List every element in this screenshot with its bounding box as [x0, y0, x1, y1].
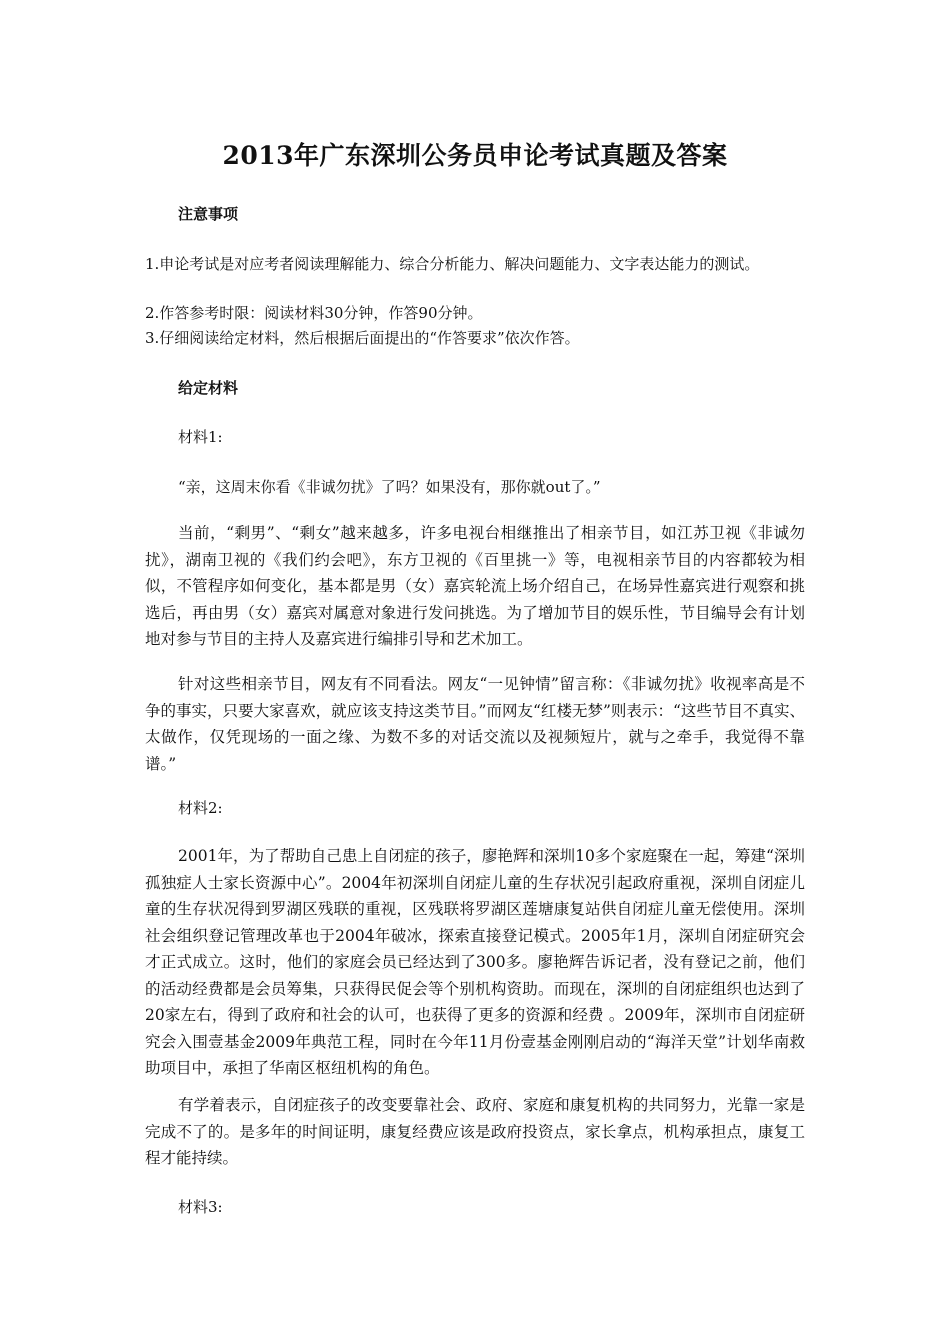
notice-item-1: 1.申论考试是对应考者阅读理解能力、综合分析能力、解决问题能力、文字表达能力的测试。 — [145, 255, 760, 273]
material-2-label: 材料2: — [178, 799, 223, 817]
materials-heading: 给定材料 — [178, 379, 239, 397]
material-1-quote: “亲，这周末你看《非诚勿扰》了吗？如果没有，那你就out了。” — [178, 478, 601, 496]
material-3-label: 材料3: — [178, 1198, 223, 1216]
document-title: 2013年广东深圳公务员申论考试真题及答案 — [222, 141, 728, 170]
notice-heading: 注意事项 — [178, 205, 239, 223]
notice-item-2: 2.作答参考时限：阅读材料30分钟，作答90分钟。 — [145, 304, 483, 322]
material-1-paragraph-1: 当前，“剩男”、“剩女”越来越多，许多电视台相继推出了相亲节目，如江苏卫视《非诚勿扰》，湖南卫视的《我们约会吧》，东方卫视的《百里挑一》等，电视相亲节目的内容都较为相似，不管程序如何变化，基本都是男（女）嘉宾轮流上场介绍自己，在场异性嘉宾进行观察和挑选后，再由男（女）嘉宾对属意对象进行发问挑选。为了增加节目的娱乐性，节目编导会有计划地对参与节目的主持人及嘉宾进行编排引导和艺术加工。 — [145, 524, 805, 648]
material-1-label: 材料1: — [178, 428, 223, 446]
material-2-paragraph-1: 2001年，为了帮助自己患上自闭症的孩子，廖艳辉和深圳10多个家庭聚在一起，筹建“深圳孤独症人士家长资源中心”。2004年初深圳自闭症儿童的生存状况引起政府重视，深圳自闭症儿童的生存状况得到罗湖区残联的重视，区残联将罗湖区莲塘康复站供自闭症儿童无偿使用。深圳社会组织登记管理改革也于2004年破冰，探索直接登记模式。2005年1月，深圳自闭症研究会才正式成立。这时，他们的家庭会员已经达到了300多。廖艳辉告诉记者，没有登记之前，他们的活动经费都是会员筹集，只获得民促会等个别机构资助。而现在，深圳的自闭症组织也达到了20家左右，得到了政府和社会的认可，也获得了更多的资源和经费 。2009年，深圳市自闭症研究会入围壹基金2009年典范工程，同时在今年11月份壹基金刚刚启动的“海洋天堂”计划华南救助项目中，承担了华南区枢纽机构的角色。 — [145, 847, 805, 1077]
notice-item-3: 3.仔细阅读给定材料，然后根据后面提出的“作答要求”依次作答。 — [145, 329, 580, 347]
material-1-paragraph-2: 针对这些相亲节目，网友有不同看法。网友“一见钟情”留言称：《非诚勿扰》收视率高是不争的事实，只要大家喜欢，就应该支持这类节目。”而网友“红楼无梦”则表示：“这些节目不真实、太做作，仅凭现场的一面之缘、为数不多的对话交流以及视频短片，就与之牵手，我觉得不靠谱。” — [145, 675, 805, 773]
material-2-paragraph-2: 有学着表示，自闭症孩子的改变要靠社会、政府、家庭和康复机构的共同努力，光靠一家是完成不了的。是多年的时间证明，康复经费应该是政府投资点，家长拿点，机构承担点，康复工程才能持续。 — [145, 1096, 805, 1167]
